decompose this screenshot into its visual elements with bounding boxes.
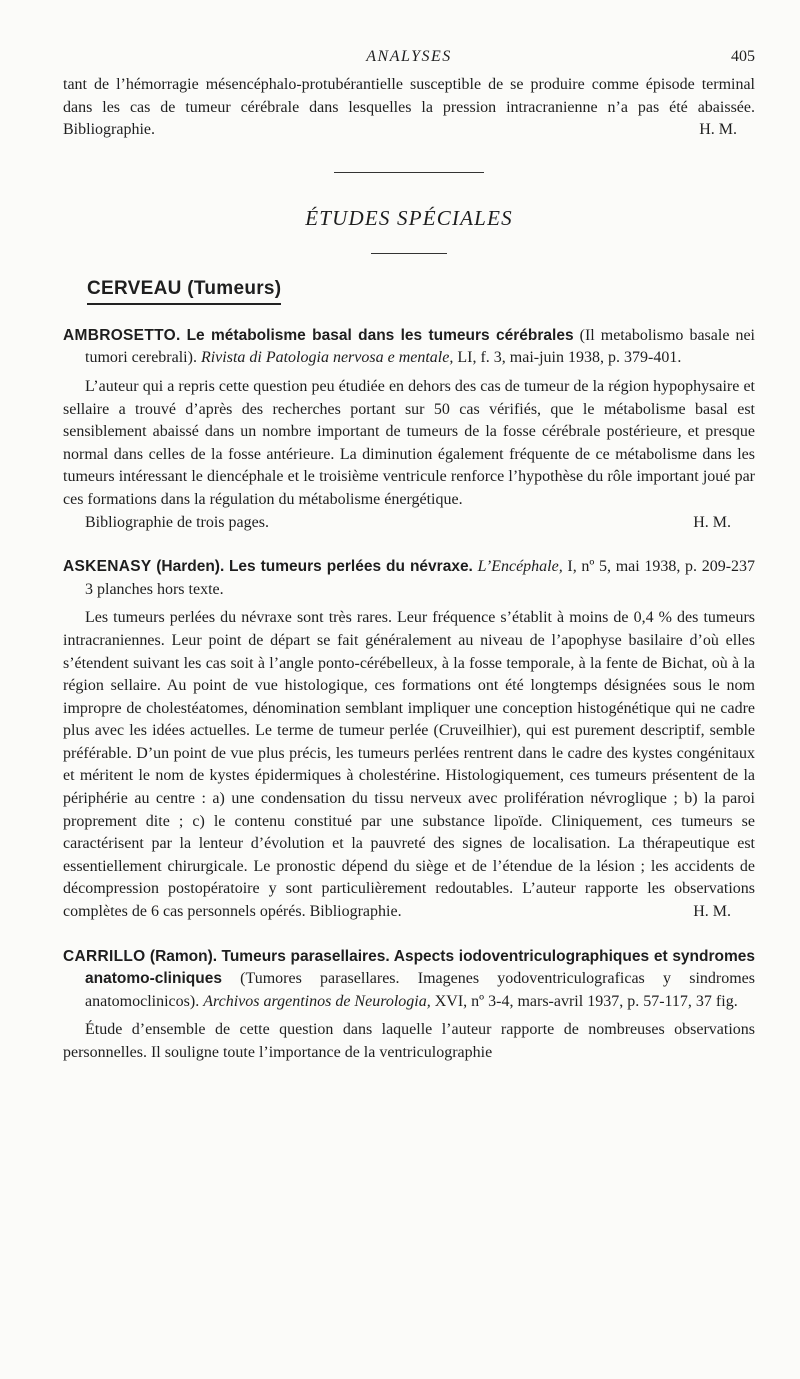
signature: H. M. — [693, 903, 731, 921]
entry-body: L’auteur qui a repris cette question peu étudiée en dehors des cas de tumeur de la région hypophysaire et sellaire a trouvé d’après des recherches portant sur 50 cas vérifiés, que le métabolisme basal est sensiblement abaissé dans un nombre important de tumeurs de la fosse cérébrale postérieure, et presque normal dans celles de la fosse antérieure. La diminution également fréquente de ce métabolisme dans les tumeurs intéressant le diencéphale et le troisième ventricule renforce l’hypothèse du rôle important joué par ces formations dans la régulation du métabolisme énergétique. — [63, 377, 755, 508]
entry-reference — [63, 325, 755, 370]
running-head-title: ANALYSES — [366, 48, 452, 65]
entry-author-given: (Ramon). — [149, 947, 218, 965]
entry-citation: XVI, nº 3-4, mars-avril 1937, p. 57-117, 37 fig. — [430, 992, 738, 1010]
signature: H. M. — [693, 513, 731, 531]
entry-original-title: (Tumores parasellares. Imagenes yodoventriculograficas y sindromes anatomoclinicos). — [85, 970, 755, 1010]
signature: H. M. — [699, 121, 737, 139]
abstract-entry-askenasy — [63, 556, 755, 924]
abstract-entry-ambrosetto — [63, 325, 755, 534]
entry-reference — [63, 556, 755, 601]
section-title: ÉTUDES SPÉCIALES — [305, 205, 513, 230]
entry-journal: L’Encéphale, — [477, 558, 563, 576]
intro-text: tant de l’hémorragie mésencéphalo-protubérantielle susceptible de se produire comme épisode terminal dans les cas de tumeur cérébrale dans lesquelles la pression intracranienne n’a pas été abaissée. Bibliographie. — [63, 76, 755, 139]
entry-body: Étude d’ensemble de cette question dans laquelle l’auteur rapporte de nombreuses observations personnelles. Il souligne toute l’importance de la ventriculographie — [63, 1021, 755, 1061]
entry-journal: Archivos argentinos de Neurologia, — [203, 992, 431, 1010]
intro-paragraph — [63, 74, 755, 142]
entry-title: Tumeurs parasellaires. Aspects iodoventriculographiques et syndromes anatomo-cliniques — [85, 947, 756, 988]
entry-citation: I, nº 5, mai 1938, p. 209-237 3 planches hors texte. — [85, 558, 756, 598]
entry-title: Le métabolisme basal dans les tumeurs cérébrales — [186, 326, 574, 344]
page-number: 405 — [731, 48, 755, 65]
entry-author: ASKENASY — [63, 558, 152, 576]
entry-title: Les tumeurs perlées du névraxe. — [228, 558, 473, 576]
running-head — [63, 48, 755, 74]
entry-body: Les tumeurs perlées du névraxe sont très rares. Leur fréquence s’établit à moins de 0,4 % des tumeurs intracraniennes. Leur point de départ se fait généralement au niveau de l’apophyse basilaire d’où elles s’étendent suivant les cas soit à l’angle ponto-cérébelleux, à la fosse temporale, à la fente de Bichat, où à la région sellaire. Au point de vue histologique, ces formations ont été longtemps désignées sous le nom impropre de cholestéatomes, dénomination semblant impliquer une conception histogénétique qui ne cadre plus avec les idées actuelles. Le terme de tumeur perlée (Cruveilhier), qui est purement descriptif, semble préférable. D’un point de vue plus précis, les tumeurs perlées rentrent dans le cadre des kystes congénitaux et méritent le nom de kystes épidermiques à cholestérine. Histologiquement, ces tumeurs présentent de la périphérie au centre : a) une condensation du tissu nerveux avec prolifération névroglique ; b) la paroi proprement dite ; c) le contenu constitué par une substance lipoïde. Cliniquement, ces tumeurs se caractérisent par la lenteur d’évolution et la pauvreté des signes de localisation. La thérapeutique est essentiellement chirurgicale. Le pronostic dépend du siège et de l’étendue de la lésion ; les accidents de décompression postopératoire y sont particulièrement redoutables. L’auteur rapporte les observations complètes de 6 cas personnels opérés. Bibliographie. — [63, 609, 755, 921]
entry-journal: Rivista di Patologia nervosa e mentale, — [200, 349, 454, 367]
entry-reference — [63, 946, 755, 1014]
subsection-title: CERVEAU (Tumeurs) — [87, 278, 281, 305]
abstract-entry-carrillo — [63, 946, 755, 1065]
section-divider — [334, 172, 484, 173]
entry-author-given: (Harden). — [156, 558, 225, 576]
page — [63, 48, 755, 1065]
entry-citation: LI, f. 3, mai-juin 1938, p. 379-401. — [453, 349, 682, 367]
entry-original-title: (Il metabolismo basale nei tumori cerebrali). — [85, 326, 756, 367]
entry-author: AMBROSETTO. — [63, 326, 181, 344]
entry-bibliography: Bibliographie de trois pages. — [85, 513, 269, 531]
entry-author: CARRILLO — [63, 947, 146, 965]
title-divider — [371, 253, 447, 254]
